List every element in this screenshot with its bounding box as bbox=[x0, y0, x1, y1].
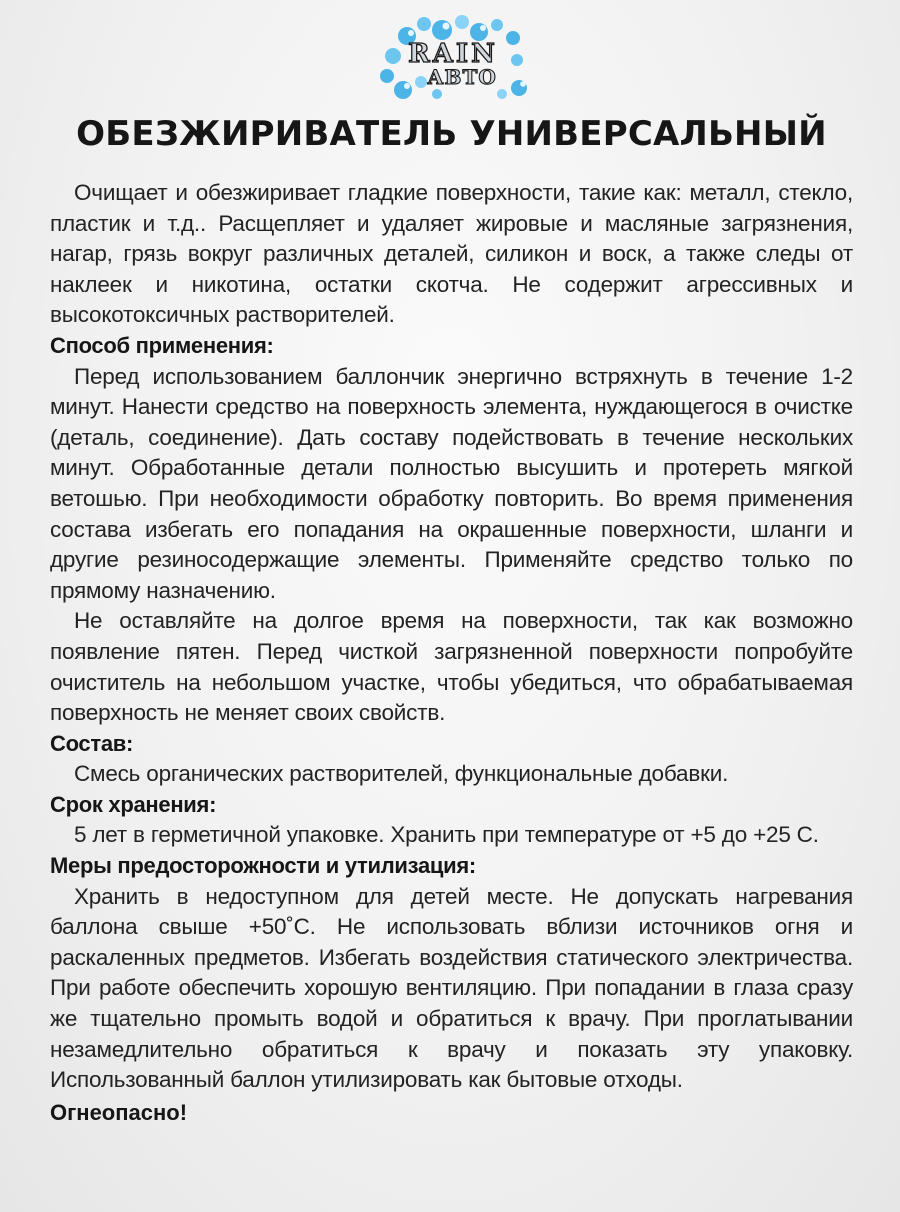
logo-word-bottom: АВТО bbox=[426, 65, 497, 89]
logo-word-top: RAIN bbox=[407, 39, 498, 69]
product-title: ОБЕЗЖИРИВАТЕЛЬ УНИВЕРСАЛЬНЫЙ bbox=[76, 114, 827, 154]
usage-paragraph-1: Перед использованием баллончик энергично встряхнуть в течение 1-2 минут. Нанести средство на поверхность элемента, нуждающегося в очистке (деталь, соединение). Дать составу подействовать в течение нескольких минут. Обработанные детали полностью высушить и протереть мягкой ветошью. При необходимости обработку повторить. Во время применения состава избегать его попадания на окрашенные поверхности, шланги и другие резиносодержащие элементы. Применяйте средство только по прямому назначению. bbox=[50, 363, 853, 603]
flammable-warning: Огнеопасно! bbox=[50, 1099, 188, 1125]
precautions-heading: Меры предосторожности и утилизация: bbox=[50, 853, 476, 879]
usage-paragraph-2: Не оставляйте на долгое время на поверхности, так как возможно появление пятен. Перед чисткой загрязненной поверхности попробуйте очиститель на небольшом участке, чтобы убедиться, что обрабатываемая поверхность не меняет своих свойств. bbox=[50, 608, 853, 726]
storage-text: 5 лет в герметичной упаковке. Хранить при температуре от +5 до +25 С. bbox=[74, 822, 819, 848]
label-content bbox=[50, 178, 853, 1128]
storage-heading: Срок хранения: bbox=[50, 791, 217, 817]
intro-paragraph: Очищает и обезжиривает гладкие поверхности, такие как: металл, стекло, пластик и т.д.. Расщепляет и удаляет жировые и масляные загрязнения, нагар, грязь вокруг различных деталей, силикон и воск, а также следы от наклеек и никотина, остатки скотча. Не содержит агрессивных и высокотоксичных растворителей. bbox=[50, 180, 853, 328]
composition-text: Смесь органических растворителей, функциональные добавки. bbox=[74, 761, 729, 787]
usage-heading: Способ применения: bbox=[50, 332, 274, 358]
composition-heading: Состав: bbox=[50, 730, 134, 756]
product-label-page bbox=[0, 12, 900, 1212]
precautions-text: Хранить в недоступном для детей месте. Не допускать нагревания баллона свыше +50˚С. Не использовать вблизи источников огня и раскаленных предметов. Избегать воздействия статического электричества. При работе обеспечить хорошую вентиляцию. При попадании в глаза сразу же тщательно промыть водой и обратиться к врачу. При проглатывании незамедлительно обратиться к врачу и показать эту упаковку. Использованный баллон утилизировать как бытовые отходы. bbox=[50, 883, 853, 1093]
rain-avto-logo bbox=[367, 12, 537, 100]
